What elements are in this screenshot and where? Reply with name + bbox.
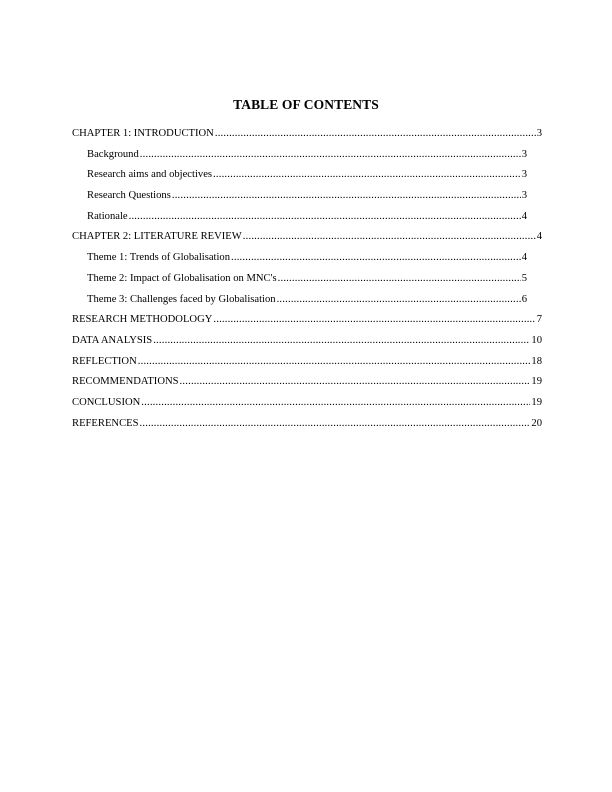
toc-page-number: 3 bbox=[536, 128, 542, 139]
dot-leader bbox=[141, 393, 530, 414]
toc-page-number: 7 bbox=[536, 314, 542, 326]
toc-page-number: 5 bbox=[521, 272, 527, 284]
dot-leader bbox=[213, 310, 535, 331]
toc-entry-label[interactable]: CONCLUSION bbox=[72, 396, 141, 408]
dot-leader bbox=[213, 165, 521, 186]
toc-page-number: 20 bbox=[531, 417, 542, 429]
toc-page-number: 4 bbox=[536, 231, 542, 243]
toc-entry-theme-1[interactable] bbox=[72, 248, 527, 269]
toc-page-number: 3 bbox=[521, 148, 527, 160]
toc-entry-chapter-2[interactable] bbox=[72, 227, 542, 248]
toc-page-number: 3 bbox=[521, 190, 527, 202]
toc-entry-chapter-1[interactable] bbox=[72, 124, 542, 145]
toc-entry-label[interactable]: Rationale bbox=[87, 210, 128, 222]
dot-leader bbox=[140, 414, 531, 435]
toc-entry-label[interactable]: CHAPTER 1: INTRODUCTION bbox=[72, 128, 214, 139]
toc-entry-references[interactable] bbox=[72, 414, 542, 435]
toc-page-number: 19 bbox=[531, 396, 542, 408]
toc-entry-theme-2[interactable] bbox=[72, 269, 527, 290]
toc-entry-research-questions[interactable] bbox=[72, 186, 527, 207]
dot-leader bbox=[129, 207, 521, 228]
dot-leader bbox=[215, 124, 536, 145]
dot-leader bbox=[172, 186, 521, 207]
toc-page-number: 10 bbox=[531, 334, 542, 346]
toc-entry-label[interactable]: RESEARCH METHODOLOGY bbox=[72, 314, 213, 326]
toc-entry-research-aims[interactable] bbox=[72, 165, 527, 186]
toc-entry-label[interactable]: Theme 3: Challenges faced by Globalisation bbox=[87, 293, 276, 305]
toc-entry-background[interactable] bbox=[72, 145, 527, 166]
toc-entry-conclusion[interactable] bbox=[72, 393, 542, 414]
toc-page-number: 19 bbox=[531, 376, 542, 388]
dot-leader bbox=[153, 331, 530, 352]
toc-entry-label[interactable]: Research aims and objectives bbox=[87, 169, 213, 181]
dot-leader bbox=[138, 352, 531, 373]
dot-leader bbox=[140, 145, 521, 166]
toc-entry-label[interactable]: Research Questions bbox=[87, 190, 171, 202]
toc-entry-research-methodology[interactable] bbox=[72, 310, 542, 331]
toc-entry-label[interactable]: RECOMMENDATIONS bbox=[72, 376, 179, 388]
toc-entry-recommendations[interactable] bbox=[72, 372, 542, 393]
toc-entry-label[interactable]: Theme 1: Trends of Globalisation bbox=[87, 252, 231, 264]
toc-entry-reflection[interactable] bbox=[72, 352, 542, 373]
dot-leader bbox=[278, 269, 521, 290]
toc-entry-theme-3[interactable] bbox=[72, 290, 527, 311]
toc-entry-data-analysis[interactable] bbox=[72, 331, 542, 352]
table-of-contents bbox=[72, 124, 542, 434]
dot-leader bbox=[243, 227, 536, 248]
dot-leader bbox=[231, 248, 521, 269]
page-title: TABLE OF CONTENTS bbox=[233, 97, 379, 112]
toc-entry-rationale[interactable] bbox=[72, 207, 527, 228]
toc-page-number: 3 bbox=[521, 169, 527, 181]
toc-page-number: 18 bbox=[531, 355, 542, 367]
toc-entry-label[interactable]: Background bbox=[87, 148, 139, 160]
dot-leader bbox=[277, 290, 521, 311]
toc-page-number: 4 bbox=[521, 210, 527, 222]
toc-entry-label[interactable]: CHAPTER 2: LITERATURE REVIEW bbox=[72, 231, 242, 243]
toc-entry-label[interactable]: DATA ANALYSIS bbox=[72, 334, 153, 346]
toc-page-number: 6 bbox=[521, 293, 527, 305]
dot-leader bbox=[180, 372, 531, 393]
toc-entry-label[interactable]: REFLECTION bbox=[72, 355, 137, 367]
toc-entry-label[interactable]: REFERENCES bbox=[72, 417, 139, 429]
toc-entry-label[interactable]: Theme 2: Impact of Globalisation on MNC's bbox=[87, 272, 277, 284]
toc-page-number: 4 bbox=[521, 252, 527, 264]
